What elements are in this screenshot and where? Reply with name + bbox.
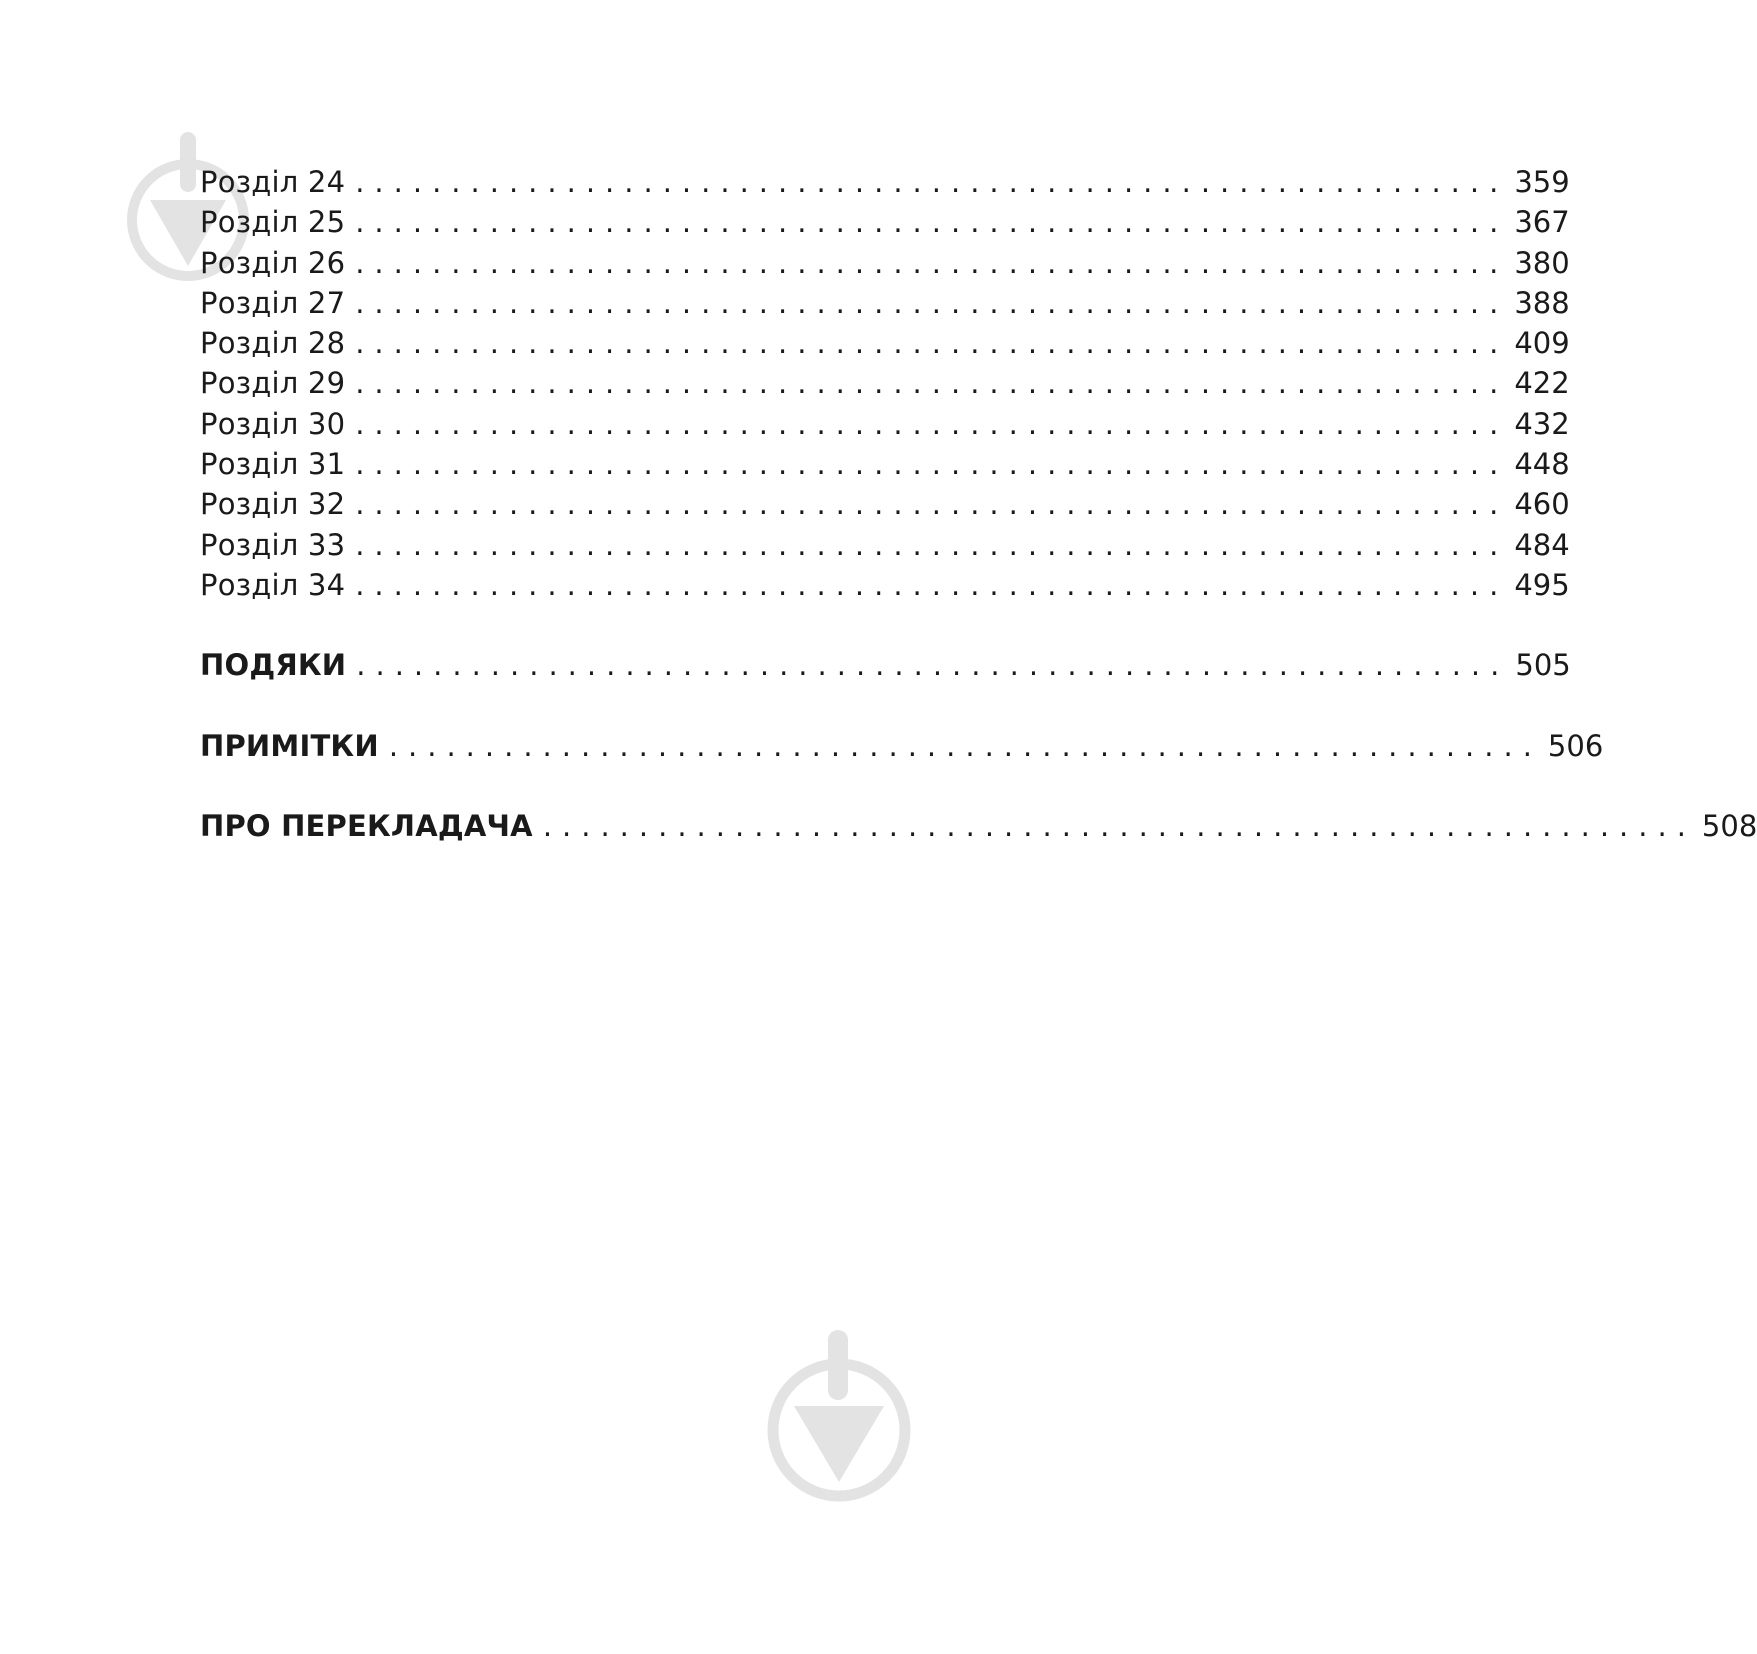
toc-dot-leader: ............................................................ [355,567,1509,602]
toc-entry-label: Розділ 31 [200,447,346,482]
toc-dot-leader: ............................................................ [388,728,1542,763]
toc-entry-label: Розділ 34 [200,567,346,602]
toc-dot-leader: ............................................................ [355,165,1509,199]
toc-entry-label: Розділ 30 [200,406,346,441]
toc-entry-label: Розділ 25 [200,205,346,240]
toc-dot-leader: ............................................................ [356,648,1510,683]
toc-entry-page-number: 422 [1514,366,1570,401]
toc-entry-label: ПОДЯКИ [200,648,347,683]
toc-entry-label: Розділ 27 [200,285,346,320]
toc-entry[interactable] [200,202,1570,242]
toc-dot-leader: ............................................................ [355,447,1509,482]
toc-entry[interactable] [200,323,1570,363]
toc-entry-page-number: 448 [1514,447,1570,482]
toc-entry-label: Розділ 28 [200,326,346,361]
toc-entry-page-number: 495 [1514,567,1570,602]
toc-entry[interactable] [200,565,1570,605]
toc-entry-page-number: 359 [1514,165,1570,199]
toc-entry[interactable] [200,806,1757,846]
toc-dot-leader: ............................................................ [355,326,1509,361]
toc-entry-label: Розділ 26 [200,245,346,280]
toc-entry-label: ПРО ПЕРЕКЛАДАЧА [200,808,533,843]
toc-entry-page-number: 380 [1514,245,1570,280]
toc-entry[interactable] [200,484,1570,524]
toc-entry-page-number: 367 [1514,205,1570,240]
toc-entry-page-number: 484 [1514,527,1570,562]
toc-entry-page-number: 388 [1514,285,1570,320]
toc-entry-label: Розділ 24 [200,165,346,199]
toc-entry[interactable] [200,363,1570,403]
toc-entry-page-number: 505 [1515,648,1571,683]
toc-dot-leader: ............................................................ [355,285,1509,320]
toc-dot-leader: ............................................................ [355,205,1509,240]
toc-dot-leader: ............................................................ [355,487,1509,522]
toc-entry[interactable] [200,726,1604,766]
toc-dot-leader: ............................................................ [542,808,1696,843]
toc-entry-label: Розділ 29 [200,366,346,401]
toc-entry[interactable] [200,162,1570,202]
table-of-contents [200,162,1757,846]
toc-entry-label: Розділ 33 [200,527,346,562]
toc-entry[interactable] [200,283,1570,323]
toc-entry-label: Розділ 32 [200,487,346,522]
toc-dot-leader: ............................................................ [355,527,1509,562]
toc-entry-page-number: 409 [1514,326,1570,361]
toc-entry[interactable] [200,444,1570,484]
toc-entry-page-number: 506 [1547,728,1604,763]
toc-dot-leader: ............................................................ [355,366,1509,401]
toc-entry-page-number: 508 [1701,808,1757,843]
toc-entry[interactable] [200,525,1570,565]
watermark-logo-icon [766,1326,912,1502]
toc-entry-label: ПРИМІТКИ [200,728,379,763]
toc-entry-page-number: 460 [1514,487,1570,522]
toc-dot-leader: ............................................................ [355,245,1509,280]
toc-entry[interactable] [200,404,1570,444]
toc-entry[interactable] [200,243,1570,283]
toc-entry-page-number: 432 [1514,406,1570,441]
toc-entry[interactable] [200,645,1571,685]
toc-dot-leader: ............................................................ [355,406,1509,441]
